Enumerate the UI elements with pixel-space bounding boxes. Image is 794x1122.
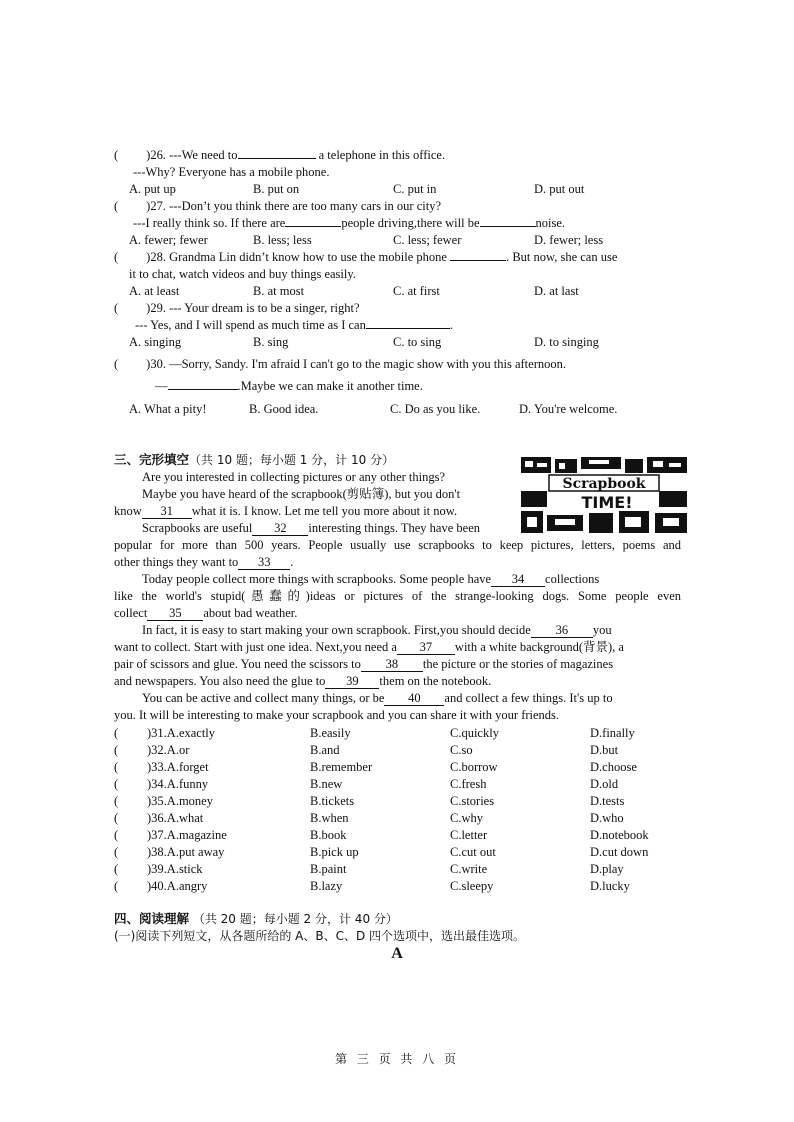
cloze-row-32-a[interactable]: )32.A.or [147,743,190,757]
passage-line-5: popular for more than 500 years. People usually use scrapbooks to keep pictures, letters, poems and [114,538,681,552]
cloze-row-38-b[interactable]: B.pick up [310,845,359,859]
cloze-row-32-paren: ( [114,743,119,757]
page-footer: 第 三 页 共 八 页 [334,1052,460,1066]
q29-blank[interactable] [366,328,450,329]
passage-line-15: you. It will be interesting to make your scrapbook and you can share it with your friends. [114,708,560,722]
q28-option-b[interactable]: B. at most [253,284,305,298]
cloze-row-37-b[interactable]: B.book [310,828,347,842]
q26-line2: ---Why? Everyone has a mobile phone. [133,165,330,179]
cloze-row-36-d[interactable]: D.who [590,811,624,825]
cloze-row-36-c[interactable]: C.why [450,811,483,825]
cloze-row-35-a[interactable]: )35.A.money [147,794,213,808]
passage-line-6: other things they want to 33 . [114,555,294,569]
q26-line1: ( )26. ---We need to a telephone in this office. [114,148,446,162]
q28-stem: )28. Grandma Lin didn’t know how to use the mobile phone [146,250,451,264]
cloze-row-33-c[interactable]: C.borrow [450,760,498,774]
q27-option-c[interactable]: C. less; fewer [393,233,462,247]
q29-line2: --- Yes, and I will spend as much time as I can . [135,318,453,332]
cloze-row-40-paren: ( [114,879,119,893]
cloze-row-31-c[interactable]: C.quickly [450,726,499,740]
scrapbook-image [519,455,690,535]
q27-blank-1[interactable] [285,226,341,227]
q29-option-a[interactable]: A. singing [129,335,182,349]
blank-40[interactable]: 40 [384,692,444,706]
passage-line-10: In fact, it is easy to start making your own scrapbook. First,you should decide 36 you [142,623,612,637]
cloze-row-39-a[interactable]: )39.A.stick [147,862,203,876]
cloze-row-36-b[interactable]: B.when [310,811,349,825]
passage-line-3: know 31 what it is. I know. Let me tell you more about it now. [114,504,458,518]
cloze-row-39-d[interactable]: D.play [590,862,624,876]
blank-31[interactable]: 31 [142,505,192,519]
q30-line1: ( )30. —Sorry, Sandy. I'm afraid I can't go to the magic show with you this afternoon. [114,357,566,371]
cloze-row-36-a[interactable]: )36.A.what [147,811,204,825]
q29-option-d[interactable]: D. to singing [534,335,599,349]
cloze-row-39-paren: ( [114,862,119,876]
cloze-row-34-paren: ( [114,777,119,791]
blank-35[interactable]: 35 [147,607,203,621]
section4-note: （共 20 题；每小题 2 分，计 40 分） [189,912,398,926]
passage-line-1: Are you interested in collecting pictures or any other things? [142,470,446,484]
q26-option-a[interactable]: A. put up [129,182,176,196]
q27-option-b[interactable]: B. less; less [253,233,312,247]
blank-32[interactable]: 32 [252,522,308,536]
q27-line1: ( )27. ---Don’t you think there are too many cars in our city? [114,199,441,213]
cloze-row-38-c[interactable]: C.cut out [450,845,496,859]
cloze-row-33-b[interactable]: B.remember [310,760,373,774]
q28-line1: ( )28. Grandma Lin didn’t know how to use the mobile phone . But now, she can use [114,250,618,264]
cloze-row-33-paren: ( [114,760,119,774]
passage-line-2: Maybe you have heard of the scrapbook(剪贴簿), but you don't [142,487,461,501]
q30-line2: — .Maybe we can make it another time. [155,379,423,393]
blank-34[interactable]: 34 [491,573,545,587]
cloze-row-34-c[interactable]: C.fresh [450,777,487,791]
q27-option-d[interactable]: D. fewer; less [534,233,604,247]
q26-blank[interactable] [238,158,316,159]
cloze-row-40-b[interactable]: B.lazy [310,879,343,893]
q28-blank[interactable] [450,260,506,261]
scrapbook-word: Scrapbook [562,476,646,492]
blank-39[interactable]: 39 [325,675,379,689]
cloze-row-32-c[interactable]: C.so [450,743,473,757]
passage-line-14: You can be active and collect many things, or be 40 and collect a few things. It's up to [142,691,613,705]
q26-option-b[interactable]: B. put on [253,182,300,196]
section4-title: 四、阅读理解 [114,911,190,926]
q28-line2: it to chat, watch videos and buy things easily. [129,267,356,281]
cloze-row-36-paren: ( [114,811,119,825]
cloze-row-35-d[interactable]: D.tests [590,794,625,808]
q29-line1: ( )29. --- Your dream is to be a singer, right? [114,301,360,315]
cloze-row-32-d[interactable]: D.but [590,743,619,757]
blank-33[interactable]: 33 [238,556,290,570]
cloze-row-33-a[interactable]: )33.A.forget [147,760,209,774]
cloze-row-35-b[interactable]: B.tickets [310,794,355,808]
cloze-row-37-paren: ( [114,828,119,842]
passage-line-9: collect 35 about bad weather. [114,606,298,620]
q30-option-b[interactable]: B. Good idea. [249,402,319,416]
q30-option-a[interactable]: A. What a pity! [129,402,207,416]
passage-line-7: Today people collect more things with scrapbooks. Some people have 34 collections [142,572,600,586]
cloze-row-40-c[interactable]: C.sleepy [450,879,494,893]
passage-line-13: and newspapers. You also need the glue to 39 them on the notebook. [114,674,492,688]
cloze-row-37-a[interactable]: )37.A.magazine [147,828,227,842]
q29-option-c[interactable]: C. to sing [393,335,442,349]
blank-36[interactable]: 36 [531,624,593,638]
cloze-row-34-a[interactable]: )34.A.funny [147,777,209,791]
q30-option-d[interactable]: D. You're welcome. [519,402,618,416]
cloze-row-37-c[interactable]: C.letter [450,828,488,842]
q29-stem: )29. --- Your dream is to be a singer, right? [146,301,360,315]
q30-blank[interactable] [168,389,238,390]
cloze-row-40-a[interactable]: )40.A.angry [147,879,208,893]
q29-option-b[interactable]: B. sing [253,335,289,349]
q26-option-c[interactable]: C. put in [393,182,437,196]
cloze-row-31-b[interactable]: B.easily [310,726,351,740]
cloze-row-40-d[interactable]: D.lucky [590,879,630,893]
q28-option-c[interactable]: C. at first [393,284,440,298]
section4-heading [114,911,398,927]
q27-stem: )27. ---Don’t you think there are too many cars in our city? [146,199,441,213]
section3-note: （共 10 题；每小题 1 分，计 10 分） [189,453,395,467]
q26-stem: )26. ---We need to [146,148,238,162]
blank-38[interactable]: 38 [361,658,423,672]
section4-instruction: (一)阅读下列短文，从各题所给的 A、B、C、D 四个选项中，选出最佳选项。 [114,929,526,943]
cloze-row-31-paren: ( [114,726,119,740]
blank-37[interactable]: 37 [397,641,455,655]
cloze-row-31-a[interactable]: )31.A.exactly [147,726,216,740]
cloze-row-38-d[interactable]: D.cut down [590,845,649,859]
section3-heading [114,452,394,468]
cloze-row-34-d[interactable]: D.old [590,777,619,791]
q27-blank-2[interactable] [480,226,536,227]
passage-line-12: pair of scissors and glue. You need the scissors to 38 the picture or the stories of magazines [114,657,614,671]
q28-option-d[interactable]: D. at last [534,284,579,298]
cloze-row-39-c[interactable]: C.write [450,862,488,876]
q27-line2: ---I really think so. If there are people driving,there will be noise. [133,216,566,230]
q27-option-a[interactable]: A. fewer; fewer [129,233,208,247]
cloze-row-38-a[interactable]: )38.A.put away [147,845,225,859]
passage-letter: A [391,945,403,962]
q30-option-c[interactable]: C. Do as you like. [390,402,481,416]
cloze-row-31-d[interactable]: D.finally [590,726,635,740]
cloze-row-38-paren: ( [114,845,119,859]
passage-line-4: Scrapbooks are useful 32 interesting things. They have been [142,521,480,535]
passage-line-8: like the world's stupid(愚蠢的)ideas or pictures of the strange-looking dogs. Some people even [114,589,681,603]
cloze-row-35-paren: ( [114,794,119,808]
q30-stem: )30. —Sorry, Sandy. I'm afraid I can't go to the magic show with you this afternoon. [146,357,566,371]
passage-line-11: want to collect. Start with just one idea. Next,you need a 37 with a white background(背景), a [114,640,624,654]
q26-option-d[interactable]: D. put out [534,182,585,196]
scrapbook-illustration-icon [519,455,690,535]
cloze-row-39-b[interactable]: B.paint [310,862,347,876]
cloze-row-32-b[interactable]: B.and [310,743,340,757]
cloze-row-33-d[interactable]: D.choose [590,760,637,774]
q28-option-a[interactable]: A. at least [129,284,180,298]
scrapbook-word2: TIME! [581,493,633,512]
cloze-row-37-d[interactable]: D.notebook [590,828,649,842]
cloze-row-35-c[interactable]: C.stories [450,794,495,808]
section3-title: 三、完形填空 [114,452,190,467]
cloze-row-34-b[interactable]: B.new [310,777,343,791]
